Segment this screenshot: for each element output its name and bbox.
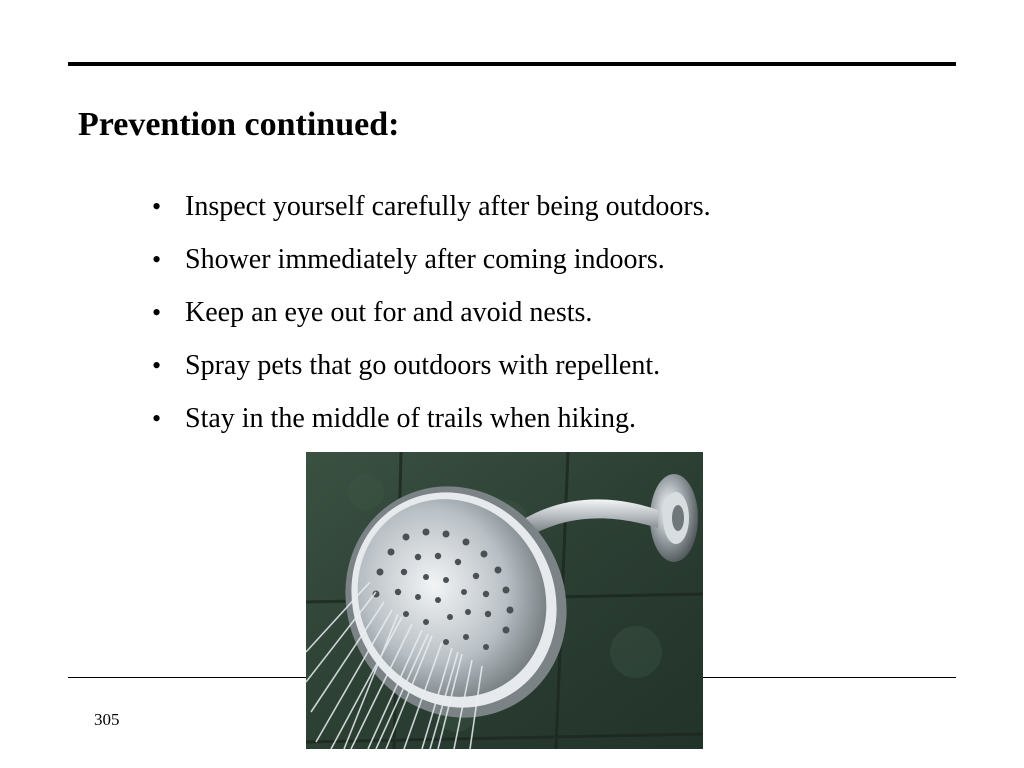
shower-head-icon [306, 452, 703, 749]
bullet-dot: • [152, 351, 162, 380]
bullet-dot: • [152, 404, 162, 433]
shower-head-photo [306, 452, 703, 749]
bullet-text: Stay in the middle of trails when hiking. [185, 403, 637, 434]
bullet-item [152, 187, 711, 240]
bullet-dot: • [152, 298, 162, 327]
bullet-item [152, 399, 711, 452]
bullet-item [152, 346, 711, 399]
bullet-text: Inspect yourself carefully after being outdoors. [185, 191, 711, 222]
bullet-dot: • [152, 245, 162, 274]
bullet-text: Spray pets that go outdoors with repellent. [185, 350, 661, 381]
bullet-item [152, 240, 711, 293]
top-divider [68, 62, 956, 66]
slide-title: Prevention continued: [78, 106, 400, 143]
bullet-dot: • [152, 192, 162, 221]
bullet-item [152, 293, 711, 346]
bullet-text: Keep an eye out for and avoid nests. [185, 297, 593, 328]
page-number: 305 [94, 710, 120, 729]
bullet-list [152, 187, 711, 452]
bullet-text: Shower immediately after coming indoors. [185, 244, 665, 275]
